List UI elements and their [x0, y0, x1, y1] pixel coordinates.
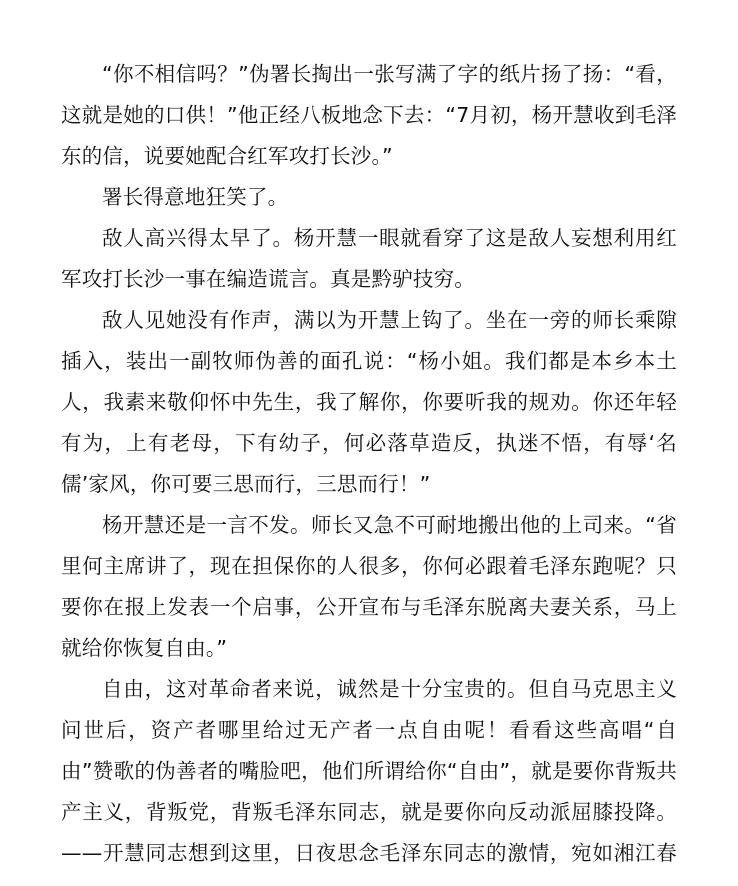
- text-line: 要你在报上发表一个启事，公开宣布与毛泽东脱离夫妻关系，马上: [61, 595, 677, 619]
- text-line: 儒’家风，你可要三思而行，三思而行！”: [61, 472, 431, 496]
- text-line: 就给你恢复自由。”: [61, 636, 228, 660]
- paragraph-4: [61, 300, 677, 505]
- text-line: 里何主席讲了，现在担保你的人很多，你何必跟着毛泽东跑呢？只: [61, 554, 677, 578]
- text-line: ——开慧同志想到这里，日夜思念毛泽东同志的激情，宛如湘江春: [61, 841, 677, 865]
- text-line: 问世后，资产者哪里给过无产者一点自由呢！看看这些高唱“自: [61, 718, 677, 742]
- paragraph-5: [61, 505, 677, 669]
- text-line: 插入，装出一副牧师伪善的面孔说：“杨小姐。我们都是本乡本土: [61, 349, 677, 373]
- text-line: 有为，上有老母，下有幼子，何必落草造反，执迷不悟，有辱‘名: [61, 431, 677, 455]
- text-line: 敌人见她没有作声，满以为开慧上钩了。坐在一旁的师长乘隙: [102, 308, 677, 332]
- text-line: 由”赞歌的伪善者的嘴脸吧，他们所谓给你“自由”，就是要你背叛共: [61, 759, 677, 783]
- paragraph-6: [61, 669, 677, 874]
- text-line: 自由，这对革命者来说，诚然是十分宝贵的。但自马克思主义: [102, 677, 677, 701]
- paragraph-1: [61, 54, 677, 177]
- paragraph-2: [61, 177, 677, 218]
- text-line: 东的信，说要她配合红军攻打长沙。”: [61, 144, 393, 168]
- text-line: 杨开慧还是一言不发。师长又急不可耐地搬出他的上司来。“省: [102, 513, 677, 537]
- text-line: 敌人高兴得太早了。杨开慧一眼就看穿了这是敌人妄想利用红: [102, 226, 677, 250]
- text-line: 军攻打长沙一事在编造谎言。真是黔驴技穷。: [61, 267, 475, 291]
- text-line: 产主义，背叛党，背叛毛泽东同志，就是要你向反动派屈膝投降。: [61, 800, 677, 824]
- top-margin: [61, 0, 738, 54]
- paragraph-3: [61, 218, 677, 300]
- text-line: 人，我素来敬仰怀中先生，我了解你，你要听我的规劝。你还年轻: [61, 390, 677, 414]
- text-line: 这就是她的口供！”他正经八板地念下去：“7月初，杨开慧收到毛泽: [61, 103, 677, 127]
- text-line: “你不相信吗？”伪署长掏出一张写满了字的纸片扬了扬：“看，: [102, 62, 677, 86]
- text-line: 署长得意地狂笑了。: [102, 185, 289, 209]
